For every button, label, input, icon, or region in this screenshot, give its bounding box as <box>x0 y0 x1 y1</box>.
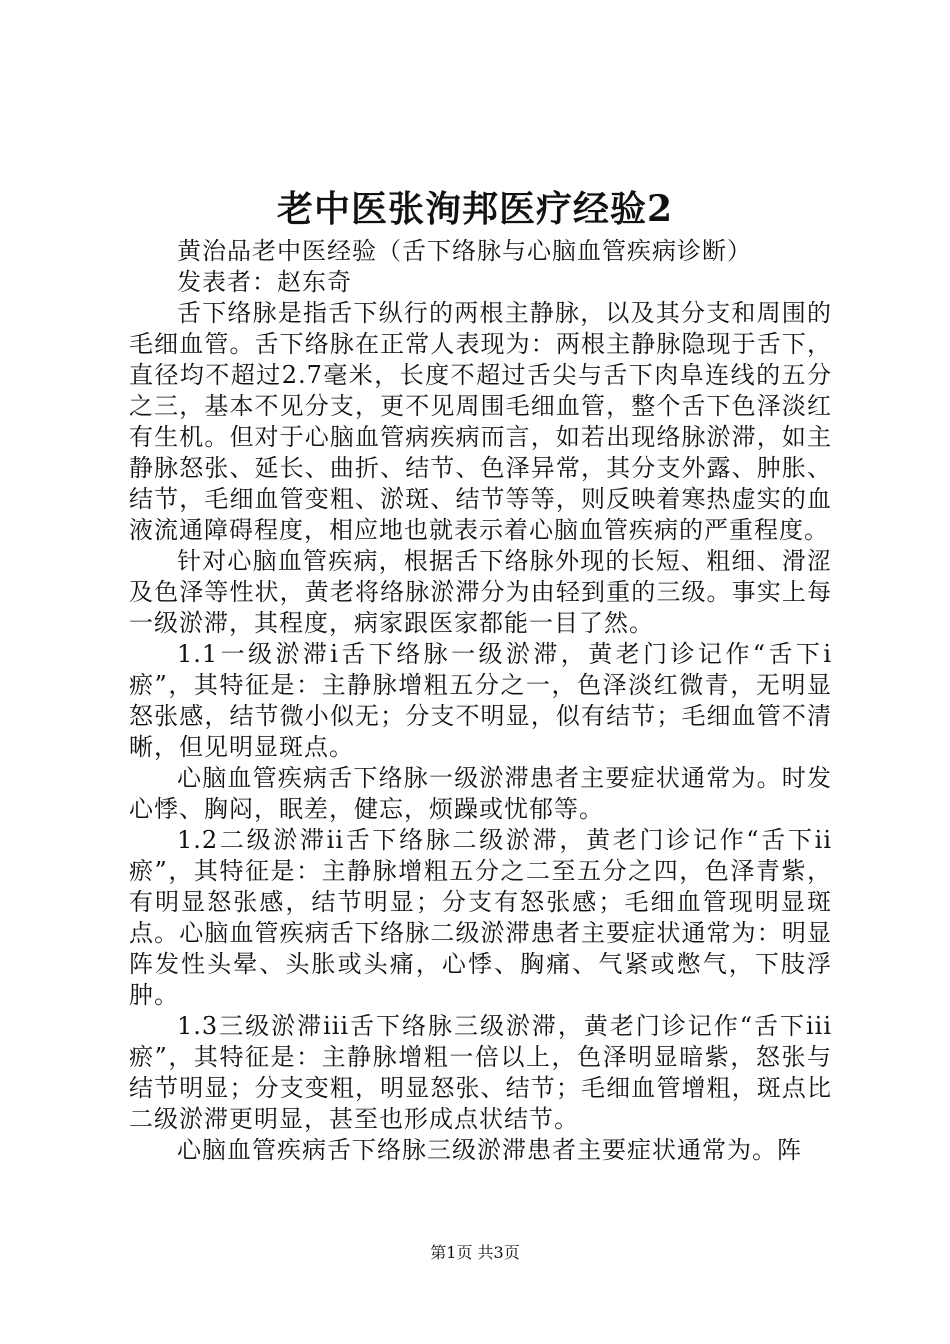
body-paragraph: 心脑血管疾病舌下络脉三级淤滞患者主要症状通常为。阵 <box>177 1136 802 1164</box>
author-paragraph: 发表者：赵东奇 <box>177 268 352 296</box>
body-paragraph: 针对心脑血管疾病，根据舌下络脉外现的长短、粗细、滑涩及色泽等性状，黄老将络脉淤滞分为由轻到重的三级。事实上每一级淤滞，其程度，病家跟医家都能一目了然。 <box>129 547 832 637</box>
body-paragraph: 1.1一级淤滞i舌下络脉一级淤滞，黄老门诊记作“舌下i瘀”，其特征是：主静脉增粗五分之一，色泽淡红微青，无明显怒张感，结节微小似无；分支不明显，似有结节；毛细血管不清晰，但见明显斑点。 <box>129 640 832 761</box>
subtitle-paragraph: 黄治品老中医经验（舌下络脉与心脑血管疾病诊断） <box>177 237 752 265</box>
document-body <box>129 236 832 1166</box>
body-paragraph: 心脑血管疾病舌下络脉一级淤滞患者主要症状通常为。时发心悸、胸闷，眠差，健忘，烦躁或忧郁等。 <box>129 764 832 823</box>
body-paragraph: 1.2二级淤滞ii舌下络脉二级淤滞，黄老门诊记作“舌下ii瘀”，其特征是：主静脉增粗五分之二至五分之四，色泽青紫，有明显怒张感，结节明显；分支有怒张感；毛细血管现明显斑点。心脑血管疾病舌下络脉二级淤滞患者主要症状通常为：明显阵发性头晕、头胀或头痛，心悸、胸痛、气紧或憋气，下肢浮肿。 <box>129 826 832 1009</box>
page-footer: 第1页 共3页 <box>430 1243 520 1262</box>
body-paragraph: 1.3三级淤滞iii舌下络脉三级淤滞，黄老门诊记作“舌下iii瘀”，其特征是：主静脉增粗一倍以上，色泽明显暗紫，怒张与结节明显；分支变粗，明显怒张、结节；毛细血管增粗，斑点比二级淤滞更明显，甚至也形成点状结节。 <box>129 1012 832 1133</box>
document-title: 老中医张洵邦医疗经验2 <box>276 188 674 230</box>
body-paragraph: 舌下络脉是指舌下纵行的两根主静脉，以及其分支和周围的毛细血管。舌下络脉在正常人表现为：两根主静脉隐现于舌下，直径均不超过2.7毫米，长度不超过舌尖与舌下肉阜连线的五分之三，基本不见分支，更不见周围毛细血管，整个舌下色泽淡红有生机。但对于心脑血管病疾病而言，如若出现络脉淤滞，如主静脉怒张、延长、曲折、结节、色泽异常，其分支外露、肿胀、结节，毛细血管变粗、淤斑、结节等等，则反映着寒热虚实的血液流通障碍程度，相应地也就表示着心脑血管疾病的严重程度。 <box>129 299 832 544</box>
